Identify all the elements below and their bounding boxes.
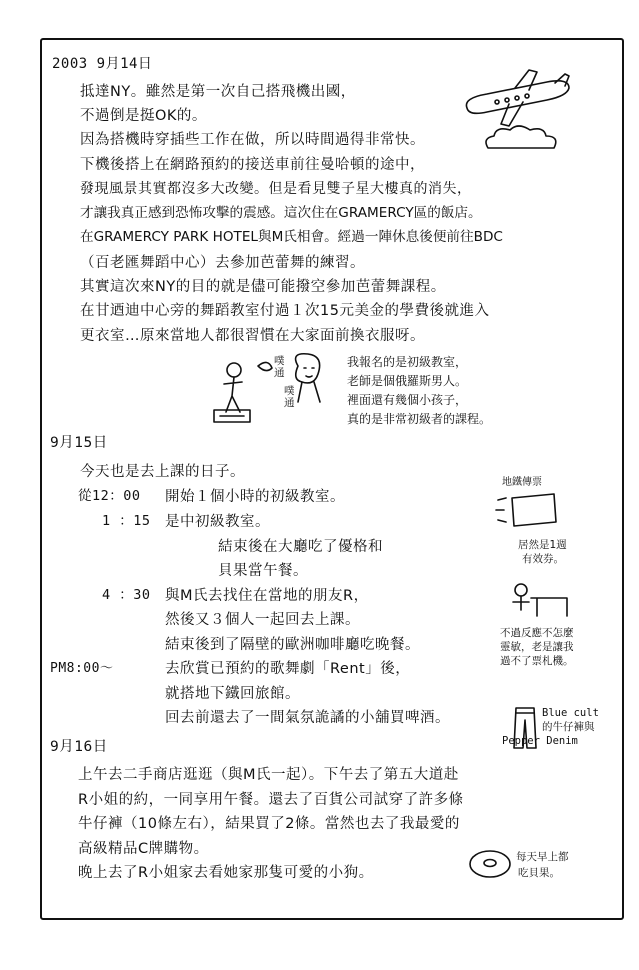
entry-date-sep16: 9月16日 <box>50 739 108 755</box>
ballet-class-sketch <box>210 352 335 424</box>
entry-line: 發現風景其實都沒多大改變。但是看見雙子星大樓真的消失， <box>80 181 472 197</box>
jeans-caption: 的牛仔褲與 <box>542 721 595 733</box>
bagel-icon <box>468 848 512 880</box>
entry-line: 其實這次來NY的目的就是儘可能撥空參加芭蕾舞課程。 <box>80 279 446 295</box>
entry-date-sep15: 9月15日 <box>50 435 108 451</box>
entry-line: R小姐的約，一同享用午餐。還去了百貨公司試穿了許多條 <box>78 792 464 808</box>
entry-line: 不過倒是挺OK的。 <box>80 108 207 124</box>
sound-effect-text: 通 <box>274 367 285 379</box>
diary-page <box>40 38 624 920</box>
entry-line: 牛仔褲（10條左右），結果買了2條。當然也去了我最愛的 <box>78 816 460 832</box>
turnstile-sketch <box>507 580 577 620</box>
schedule-time: 4 ：30 <box>102 587 151 603</box>
schedule-time: PM8:00～ <box>50 661 114 676</box>
schedule-line: 就搭地下鐵回旅館。 <box>165 686 300 702</box>
entry-date-sep14: 2003 9月14日 <box>52 56 153 72</box>
schedule-line: 與M氏去找住在當地的朋友R， <box>165 588 369 604</box>
entry-line: 才讓我真正感到恐怖攻擊的震感。這次住在GRAMERCY區的飯店。 <box>80 205 482 221</box>
entry-line: 下機後搭上在網路預約的接送車前往曼哈頓的途中， <box>80 157 425 173</box>
entry-line: 高級精品C牌購物。 <box>78 841 209 857</box>
entry-line: 上午去二手商店逛逛（與M氏一起）。下午去了第五大道赴 <box>78 767 459 783</box>
schedule-line: 然後又３個人一起回去上課。 <box>165 612 360 628</box>
schedule-line: 結束後在大廳吃了優格和 <box>218 539 383 555</box>
class-note-line: 裡面還有幾個小孩子， <box>347 393 468 407</box>
jeans-caption: Pepper Denim <box>502 735 578 747</box>
schedule-time: 從12：00 <box>78 488 141 504</box>
schedule-line: 開始１個小時的初級教室。 <box>165 489 345 505</box>
schedule-line: 是中初級教室。 <box>165 514 270 530</box>
jeans-caption: Blue cult <box>542 707 599 719</box>
class-note-line: 老師是個俄羅斯男人。 <box>347 374 468 388</box>
entry-line: 因為搭機時穿插些工作在做，所以時間過得非常快。 <box>80 132 425 148</box>
schedule-line: 去欣賞已預約的歌舞劇「Rent」後， <box>165 661 411 677</box>
entry-line: 在甘迺迪中心旁的舞蹈教室付過１次15元美金的學費後就進入 <box>80 303 490 319</box>
schedule-line: 回去前還去了一間氣氛詭譎的小舖買啤酒。 <box>165 710 450 726</box>
metro-card-title: 地鐵傳票 <box>502 477 542 488</box>
bagel-caption: 每天早上都 <box>516 851 569 863</box>
schedule-line: 貝果當午餐。 <box>218 563 308 579</box>
sound-effect-text: 通 <box>284 397 295 409</box>
metro-card-icon <box>492 492 572 536</box>
bagel-caption: 吃貝果。 <box>518 867 560 879</box>
cloud-icon <box>482 122 562 154</box>
schedule-time: 1 ：15 <box>102 513 151 529</box>
schedule-line: 結束後到了隔壁的歐洲咖啡廳吃晚餐。 <box>165 637 420 653</box>
entry-line: 抵達NY。雖然是第一次自己搭飛機出國， <box>80 84 356 100</box>
airplane-icon <box>457 68 577 128</box>
entry-line: 更衣室…原來當地人都很習慣在大家面前換衣服呀。 <box>80 328 425 344</box>
entry-line: 晚上去了R小姐家去看她家那隻可愛的小狗。 <box>78 865 374 881</box>
class-note-line: 我報名的是初級教室， <box>347 355 468 369</box>
turnstile-caption: 過不了票札機。 <box>500 655 574 667</box>
entry-line: （百老匯舞蹈中心）去參加芭蕾舞的練習。 <box>80 255 365 271</box>
day2-intro: 今天也是去上課的日子。 <box>80 464 245 480</box>
entry-line: 在GRAMERCY PARK HOTEL與M氏相會。經過一陣休息後便前往BDC <box>80 229 503 245</box>
class-note-line: 真的是非常初級者的課程。 <box>347 412 492 426</box>
metro-card-caption: 有效券。 <box>522 553 564 565</box>
sound-effect-text: 噗 <box>274 355 285 367</box>
turnstile-caption: 不過反應不怎麼 <box>500 627 574 639</box>
turnstile-caption: 靈敏，老是讓我 <box>500 641 574 653</box>
metro-card-caption: 居然是1週 <box>518 539 567 551</box>
sound-effect-text: 噗 <box>284 385 295 397</box>
